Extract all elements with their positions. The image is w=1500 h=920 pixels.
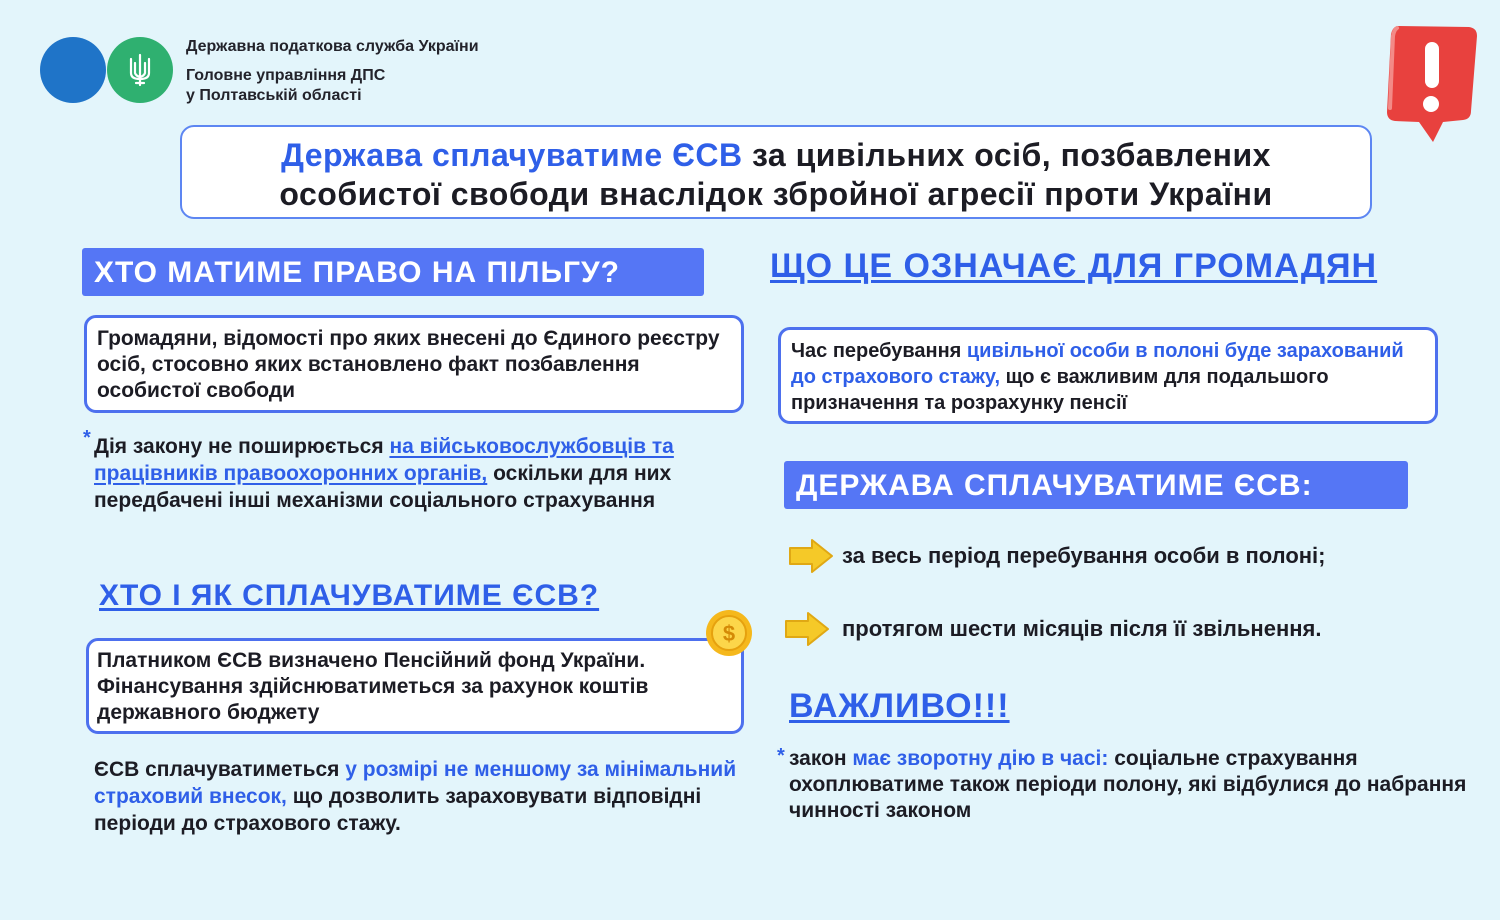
trident-emblem [107,37,173,103]
org-region: у Полтавській області [186,87,362,104]
exclusion-note [94,433,754,514]
who-benefit-heading: ХТО МАТИМЕ ПРАВО НА ПІЛЬГУ? [82,248,704,296]
coin-dollar-icon [704,608,754,658]
state-pays-heading: ДЕРЖАВА СПЛАЧУВАТИМЕ ЄСВ: [784,461,1408,509]
note-asterisk: * [83,427,91,449]
org-name: Державна податкова служба України [186,38,479,55]
arrow-right-icon [784,611,830,647]
esv-amount-post: що дозволить зараховувати відповідні періоди до страхового стажу. [94,785,702,835]
exclusion-note-pre: Дія закону не поширюється [94,435,390,458]
svg-text:$: $ [722,621,736,646]
bullet-period-in-captivity: за весь період перебування особи в полоні; [842,543,1326,568]
trident-icon [127,53,153,87]
exclusion-note-post: оскільки для них передбачені інші механізми соціального страхування [94,462,672,512]
meaning-highlight: цивільної особи в полоні буде зарахований до страхового стажу, [791,340,1404,388]
alert-exclamation-icon [1385,16,1481,144]
title-rest-line1: за цивільних осіб, позбавлених [742,137,1271,173]
bullet-six-months-after: протягом шести місяців після її звільнення. [842,616,1322,641]
meaning-pre: Час перебування [791,340,967,362]
who-pays-heading: ХТО І ЯК СПЛАЧУВАТИМЕ ЄСВ? [99,579,600,612]
meaning-heading: ЩО ЦЕ ОЗНАЧАЄ ДЛЯ ГРОМАДЯН [770,247,1378,285]
important-text [789,746,1469,824]
arrow-right-icon [788,538,834,574]
important-asterisk: * [777,745,785,767]
org-department: Головне управління ДПС [186,67,386,84]
who-benefit-card: Громадяни, відомості про яких внесені до Єдиного реєстру осіб, стосовно яких встановлено факт позбавлення особистої свободи [84,315,744,413]
important-heading: ВАЖЛИВО!!! [789,687,1010,725]
meaning-card [778,327,1438,424]
page-title [180,125,1372,219]
meaning-post: що є важливим для подальшого призначення та розрахунку пенсії [791,366,1329,414]
payer-card: Платником ЄСВ визначено Пенсійний фонд України. Фінансування здійснюватиметься за рахунок коштів державного бюджету [86,638,744,734]
esv-amount-text [94,756,754,837]
exclusion-note-link: на військовослужбовців та працівників правоохоронних органів, [94,435,674,485]
important-pre: закон [789,747,853,770]
dps-logo-icon [40,37,106,103]
title-highlight: Держава сплачуватиме ЄСВ [281,137,743,173]
esv-amount-highlight: у розмірі не меншому за мінімальний страховий внесок, [94,758,737,808]
title-line2: особистої свободи внаслідок збройної агресії проти України [279,176,1273,212]
esv-amount-pre: ЄСВ сплачуватиметься [94,758,346,781]
important-post: соціальне страхування охоплюватиме також періоди полону, які відбулися до набрання чинності законом [789,747,1467,822]
important-highlight: має зворотну дію в часі: [852,747,1109,770]
